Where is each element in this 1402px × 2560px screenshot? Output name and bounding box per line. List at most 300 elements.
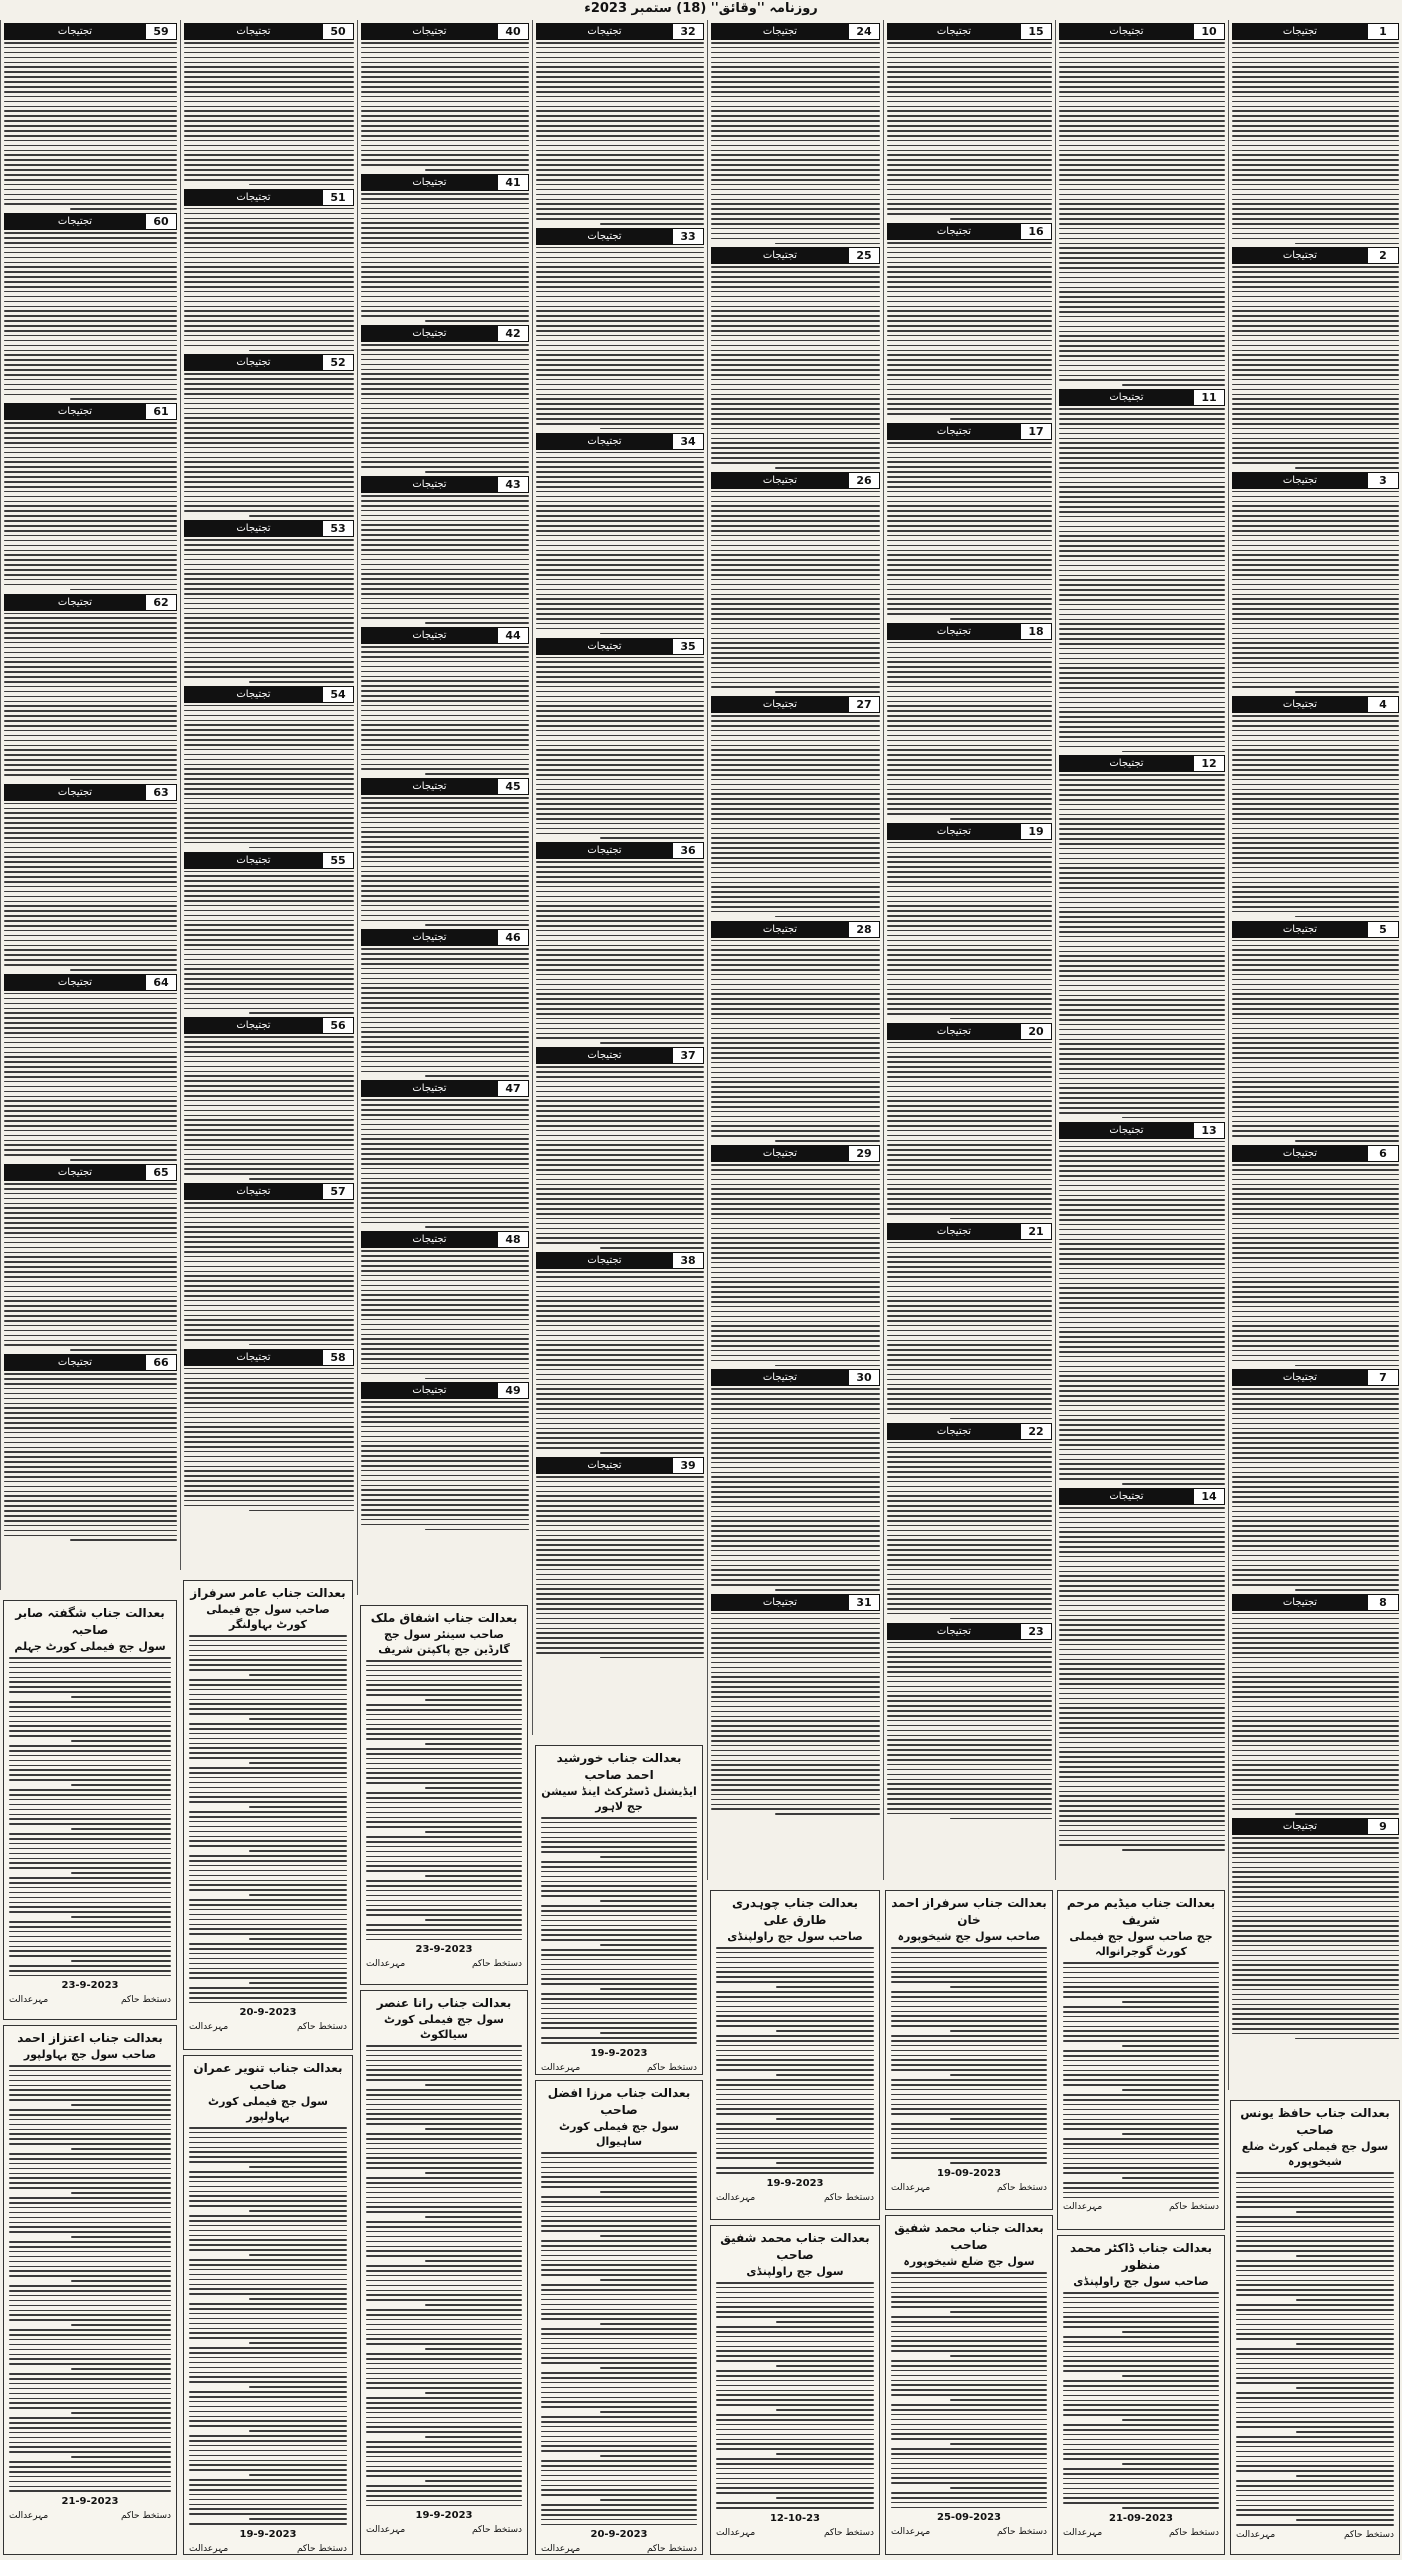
notice-number: 38 <box>672 1253 703 1268</box>
notice-label: تجتیجات <box>185 521 322 536</box>
notice-header <box>184 354 354 371</box>
notice-body <box>361 797 529 926</box>
notice-number: 7 <box>1367 1370 1398 1385</box>
seal-label: مہرعدالت <box>891 2182 931 2193</box>
notice-header <box>536 1252 704 1269</box>
notice-number: 43 <box>497 477 528 492</box>
notice-label: تجتیجات <box>5 975 145 990</box>
court-notice <box>3 1600 177 2020</box>
notice-body <box>536 657 704 840</box>
court-date: 21-9-2023 <box>61 2496 119 2508</box>
signature-label: دستخط حاکم <box>996 2182 1047 2193</box>
notice-label: تجتیجات <box>1233 1819 1367 1834</box>
notice-header <box>1232 921 1399 938</box>
notice-header <box>184 1349 354 1366</box>
notice-body <box>1232 1388 1399 1590</box>
notice-body <box>4 993 177 1161</box>
signature-label: دستخط حاکم <box>996 2527 1047 2538</box>
court-date: 19-9-2023 <box>766 2177 824 2189</box>
notice-header <box>1059 755 1225 772</box>
notice-label: تجتیجات <box>185 190 322 205</box>
notice-label: تجتیجات <box>362 326 497 341</box>
court-title: بعدالت جناب شگفتہ صابر صاحبہ <box>15 1606 165 1637</box>
notice-label: تجتیجات <box>185 1184 322 1199</box>
court-title: بعدالت جناب سرفراز احمد خان <box>891 1896 1047 1927</box>
notice-header <box>887 223 1052 240</box>
column <box>1055 20 1228 1880</box>
court-title: بعدالت جناب تنویر عمران صاحب <box>193 2061 343 2092</box>
notice-number: 25 <box>848 248 879 263</box>
court-subtitle: صاحب سول جج شیخوپورہ <box>897 1930 1041 1943</box>
notice-label: تجتیجات <box>362 175 497 190</box>
court-subtitle: سول جج فیملی کورٹ ضلع شیخوپورہ <box>1241 2140 1389 2168</box>
notice-number: 27 <box>848 697 879 712</box>
court-subtitle: صاحب سول جج بہاولپور <box>23 2048 157 2061</box>
court-signature-row <box>1236 2530 1394 2540</box>
notice-label: تجتیجات <box>888 1624 1020 1639</box>
notice-label: تجتیجات <box>1233 248 1367 263</box>
court-body <box>1236 2172 1394 2526</box>
notice-number: 10 <box>1193 24 1224 39</box>
notice-number: 64 <box>145 975 176 990</box>
court-subtitle: سول جج فیملی کورٹ سیالکوٹ <box>384 2013 504 2041</box>
notice-number: 8 <box>1367 1595 1398 1610</box>
column <box>180 20 357 1570</box>
notice-body <box>887 842 1052 1020</box>
seal-label: مہرعدالت <box>1063 2527 1103 2538</box>
notice-label: تجتیجات <box>362 1081 497 1096</box>
notice-body <box>711 1613 880 1815</box>
court-title: بعدالت جناب رانا عنصر <box>376 1996 512 2010</box>
notice-label: تجتیجات <box>1233 1370 1367 1385</box>
notice-header <box>4 594 177 611</box>
notice-body <box>1232 1837 1399 2039</box>
notice-header <box>1232 1818 1399 1835</box>
notice-body <box>184 208 354 351</box>
notice-number: 63 <box>145 785 176 800</box>
notice-label: تجتیجات <box>362 1383 497 1398</box>
notice-header <box>887 623 1052 640</box>
notice-label: تجتیجات <box>1233 922 1367 937</box>
notice-number: 56 <box>322 1018 353 1033</box>
notice-label: تجتیجات <box>1060 1489 1193 1504</box>
notice-body <box>184 1368 354 1511</box>
notice-label: تجتیجات <box>185 853 322 868</box>
court-notice <box>710 2225 880 2555</box>
court-date: 23-9-2023 <box>61 1980 119 1992</box>
notice-label: تجتیجات <box>888 1024 1020 1039</box>
notice-label: تجتیجات <box>888 1224 1020 1239</box>
notice-body <box>536 247 704 430</box>
notice-label: تجتیجات <box>362 779 497 794</box>
notice-label: تجتیجات <box>537 24 672 39</box>
notice-header <box>887 423 1052 440</box>
notice-body <box>711 715 880 917</box>
notice-header <box>536 23 704 40</box>
notice-label: تجتیجات <box>537 1048 672 1063</box>
notice-header <box>361 476 529 493</box>
notice-body <box>887 642 1052 820</box>
court-date: 19-9-2023 <box>415 2510 473 2522</box>
court-title: بعدالت جناب ڈاکٹر محمد منظور <box>1069 2241 1213 2272</box>
signature-label: دستخط حاکم <box>823 2527 874 2538</box>
notice-label: تجتیجات <box>1233 697 1367 712</box>
notice-label: تجتیجات <box>1060 390 1193 405</box>
notice-number: 29 <box>848 1146 879 1161</box>
notice-label: تجتیجات <box>712 922 848 937</box>
notice-label: تجتیجات <box>888 224 1020 239</box>
court-subtitle: سول جج فیملی کورٹ ساہیوال <box>559 2120 679 2148</box>
notice-number: 54 <box>322 687 353 702</box>
seal-label: مہرعدالت <box>189 2543 229 2554</box>
notice-body <box>361 193 529 322</box>
notice-number: 3 <box>1367 473 1398 488</box>
notice-header <box>4 213 177 230</box>
court-title: بعدالت جناب حافظ یونس صاحب <box>1240 2106 1390 2137</box>
notice-label: تجتیجات <box>712 24 848 39</box>
court-signature-row <box>366 1959 522 1969</box>
notice-header <box>1059 1122 1225 1139</box>
notice-number: 52 <box>322 355 353 370</box>
seal-label: مہرعدالت <box>716 2192 756 2203</box>
notice-label: تجتیجات <box>712 473 848 488</box>
notice-number: 53 <box>322 521 353 536</box>
notice-number: 34 <box>672 434 703 449</box>
court-signature-row <box>716 2528 874 2538</box>
court-notice <box>183 2055 353 2555</box>
court-body <box>1063 1962 1219 2198</box>
notice-label: تجتیجات <box>5 785 145 800</box>
notice-header <box>184 852 354 869</box>
notice-header <box>1232 472 1399 489</box>
notice-body <box>184 42 354 185</box>
court-notice <box>1230 2100 1400 2555</box>
notice-number: 2 <box>1367 248 1398 263</box>
court-date: 21-09-2023 <box>1109 2512 1173 2524</box>
court-subtitle: سول جج فیملی کورٹ جہلم <box>14 1640 166 1653</box>
notice-body <box>361 948 529 1077</box>
seal-label: مہرعدالت <box>1063 2202 1103 2213</box>
seal-label: مہرعدالت <box>9 2511 49 2522</box>
notice-body <box>1232 940 1399 1142</box>
notice-body <box>711 266 880 468</box>
seal-label: مہرعدالت <box>366 2525 406 2536</box>
notice-label: تجتیجات <box>537 229 672 244</box>
court-date: 20-9-2023 <box>590 2529 648 2541</box>
notice-label: تجتیجات <box>1060 756 1193 771</box>
court-signature-row <box>189 2544 347 2554</box>
seal-label: مہرعدالت <box>541 2544 581 2555</box>
court-signature-row <box>9 1995 171 2005</box>
notice-label: تجتیجات <box>362 24 497 39</box>
notice-number: 35 <box>672 639 703 654</box>
notice-header <box>361 778 529 795</box>
notice-number: 51 <box>322 190 353 205</box>
signature-label: دستخط حاکم <box>823 2192 874 2203</box>
court-signature-row <box>1063 2528 1219 2538</box>
notice-number: 46 <box>497 930 528 945</box>
notice-number: 32 <box>672 24 703 39</box>
notice-number: 40 <box>497 24 528 39</box>
notice-label: تجتیجات <box>362 1232 497 1247</box>
notice-number: 9 <box>1367 1819 1398 1834</box>
notice-header <box>1232 247 1399 264</box>
notice-header <box>536 228 704 245</box>
court-title: بعدالت جناب اشفاق ملک <box>370 1611 518 1625</box>
court-title: بعدالت جناب خورشید احمد صاحب <box>556 1751 682 1782</box>
notice-header <box>536 1047 704 1064</box>
notice-label: تجتیجات <box>537 1458 672 1473</box>
seal-label: مہرعدالت <box>1236 2529 1276 2540</box>
notice-body <box>536 1476 704 1659</box>
notice-label: تجتیجات <box>712 1370 848 1385</box>
notice-body <box>1059 1507 1225 1851</box>
signature-label: دستخط حاکم <box>471 1959 522 1970</box>
seal-label: مہرعدالت <box>189 2022 229 2033</box>
notice-header <box>711 921 880 938</box>
notice-header <box>711 1145 880 1162</box>
notice-header <box>361 627 529 644</box>
court-title: بعدالت جناب عامر سرفراز <box>190 1586 346 1600</box>
court-body <box>366 1660 522 1940</box>
court-body <box>891 1947 1047 2164</box>
notice-label: تجتیجات <box>1233 1146 1367 1161</box>
notice-label: تجتیجات <box>537 1253 672 1268</box>
notice-body <box>184 1202 354 1345</box>
seal-label: مہرعدالت <box>891 2527 931 2538</box>
notice-header <box>4 23 177 40</box>
notice-number: 28 <box>848 922 879 937</box>
signature-label: دستخط حاکم <box>1343 2529 1394 2540</box>
notice-label: تجتیجات <box>537 843 672 858</box>
court-body <box>541 2152 697 2525</box>
notice-number: 45 <box>497 779 528 794</box>
seal-label: مہرعدالت <box>9 1995 49 2006</box>
signature-label: دستخط حاکم <box>471 2525 522 2536</box>
notice-label: تجتیجات <box>1233 1595 1367 1610</box>
notice-body <box>4 232 177 400</box>
court-notice <box>885 1890 1053 2210</box>
court-notice <box>3 2025 177 2555</box>
notice-body <box>1059 42 1225 386</box>
notice-header <box>1232 1145 1399 1162</box>
notice-header <box>887 823 1052 840</box>
notice-body <box>536 1271 704 1454</box>
notice-header <box>361 1382 529 1399</box>
court-signature-row <box>716 2193 874 2203</box>
notice-number: 5 <box>1367 922 1398 937</box>
court-signature-row <box>891 2527 1047 2537</box>
court-body <box>716 2282 874 2509</box>
notice-number: 48 <box>497 1232 528 1247</box>
notice-header <box>887 1423 1052 1440</box>
notice-number: 11 <box>1193 390 1224 405</box>
notice-number: 15 <box>1020 24 1051 39</box>
notice-number: 26 <box>848 473 879 488</box>
court-signature-row <box>891 2183 1047 2193</box>
notice-label: تجتیجات <box>712 1595 848 1610</box>
court-notice <box>535 2080 703 2555</box>
notice-body <box>711 491 880 693</box>
notice-body <box>4 1373 177 1541</box>
court-notice <box>1057 2235 1225 2555</box>
notice-body <box>1232 1613 1399 1815</box>
column <box>0 20 180 1590</box>
notice-number: 4 <box>1367 697 1398 712</box>
notice-header <box>4 403 177 420</box>
seal-label: مہرعدالت <box>716 2527 756 2538</box>
court-body <box>9 1657 171 1976</box>
notice-body <box>4 1183 177 1351</box>
notice-body <box>536 452 704 635</box>
court-subtitle: ایڈیشنل ڈسٹرکٹ اینڈ سیشن جج لاہور <box>541 1785 697 1813</box>
notice-header <box>184 23 354 40</box>
court-date: 23-9-2023 <box>415 1944 473 1956</box>
notice-header <box>711 1369 880 1386</box>
court-signature-row <box>541 2063 697 2073</box>
notice-number: 16 <box>1020 224 1051 239</box>
notice-body <box>4 803 177 971</box>
court-date: 19-9-2023 <box>590 2047 648 2059</box>
court-body <box>9 2065 171 2492</box>
notice-label: تجتیجات <box>185 1018 322 1033</box>
signature-label: دستخط حاکم <box>646 2544 697 2555</box>
notice-number: 62 <box>145 595 176 610</box>
notice-label: تجتیجات <box>5 24 145 39</box>
notice-header <box>361 1231 529 1248</box>
notice-header <box>887 1223 1052 1240</box>
notice-body <box>536 42 704 225</box>
notice-body <box>361 495 529 624</box>
notice-body <box>711 1388 880 1590</box>
notice-number: 55 <box>322 853 353 868</box>
court-signature-row <box>541 2544 697 2554</box>
notice-label: تجتیجات <box>888 824 1020 839</box>
seal-label: مہرعدالت <box>541 2062 581 2073</box>
notice-label: تجتیجات <box>712 697 848 712</box>
notice-label: تجتیجات <box>362 930 497 945</box>
court-subtitle: جج صاحب سول جج فیملی کورٹ گوجرانوالہ <box>1069 1930 1213 1958</box>
notice-body <box>4 613 177 781</box>
notice-header <box>711 247 880 264</box>
notice-number: 47 <box>497 1081 528 1096</box>
court-subtitle: صاحب سینئر سول جج گارڈین جج پاکپتن شریف <box>378 1628 510 1656</box>
notice-body <box>361 646 529 775</box>
notice-header <box>536 638 704 655</box>
notice-header <box>4 1164 177 1181</box>
notice-header <box>711 1594 880 1611</box>
notice-number: 24 <box>848 24 879 39</box>
notice-label: تجتیجات <box>1060 24 1193 39</box>
signature-label: دستخط حاکم <box>120 2511 171 2522</box>
notice-label: تجتیجات <box>888 24 1020 39</box>
notice-label: تجتیجات <box>185 1350 322 1365</box>
notice-number: 13 <box>1193 1123 1224 1138</box>
notice-header <box>184 520 354 537</box>
notice-header <box>1232 1594 1399 1611</box>
notice-body <box>184 1036 354 1179</box>
notice-body <box>184 705 354 848</box>
notice-number: 36 <box>672 843 703 858</box>
notice-body <box>361 1401 529 1530</box>
court-body <box>541 1817 697 2044</box>
court-signature-row <box>1063 2202 1219 2212</box>
notice-number: 39 <box>672 1458 703 1473</box>
court-subtitle: سول جج ضلع شیخوپورہ <box>903 2255 1035 2268</box>
notice-body <box>4 42 177 210</box>
notice-label: تجتیجات <box>5 214 145 229</box>
court-notice <box>535 1745 703 2075</box>
notice-body <box>1232 715 1399 917</box>
notice-label: تجتیجات <box>537 639 672 654</box>
signature-label: دستخط حاکم <box>296 2022 347 2033</box>
notice-body <box>711 940 880 1142</box>
court-date: 12-10-23 <box>769 2512 821 2524</box>
notice-number: 33 <box>672 229 703 244</box>
signature-label: دستخط حاکم <box>1168 2202 1219 2213</box>
notice-header <box>887 1023 1052 1040</box>
court-date: 25-09-2023 <box>937 2512 1001 2524</box>
notice-header <box>4 974 177 991</box>
notice-header <box>1059 23 1225 40</box>
court-notice <box>710 1890 880 2220</box>
notice-header <box>711 472 880 489</box>
notice-body <box>361 1250 529 1379</box>
signature-label: دستخط حاکم <box>646 2062 697 2073</box>
notice-body <box>536 1066 704 1249</box>
notice-number: 31 <box>848 1595 879 1610</box>
notice-label: تجتیجات <box>5 595 145 610</box>
notice-header <box>184 189 354 206</box>
notice-body <box>1059 1141 1225 1485</box>
notice-body <box>1232 266 1399 468</box>
court-body <box>1063 2292 1219 2509</box>
notice-body <box>1059 774 1225 1118</box>
notice-number: 21 <box>1020 1224 1051 1239</box>
court-body <box>189 2127 347 2525</box>
notice-body <box>184 871 354 1014</box>
notice-label: تجتیجات <box>537 434 672 449</box>
notice-body <box>1232 1164 1399 1366</box>
court-subtitle: صاحب سول جج فیملی کورٹ بہاولنگر <box>206 1603 330 1631</box>
notice-number: 65 <box>145 1165 176 1180</box>
notice-body <box>711 42 880 244</box>
notice-body <box>184 373 354 516</box>
notice-header <box>184 1017 354 1034</box>
notice-header <box>361 1080 529 1097</box>
notice-body <box>4 422 177 590</box>
notice-body <box>1232 491 1399 693</box>
notice-header <box>1232 696 1399 713</box>
notice-number: 42 <box>497 326 528 341</box>
notice-label: تجتیجات <box>185 24 322 39</box>
column <box>707 20 883 1880</box>
notice-number: 60 <box>145 214 176 229</box>
notice-body <box>887 1042 1052 1220</box>
notice-header <box>711 696 880 713</box>
signature-label: دستخط حاکم <box>1168 2527 1219 2538</box>
court-notice <box>1057 1890 1225 2230</box>
notice-number: 1 <box>1367 24 1398 39</box>
notice-label: تجتیجات <box>888 1424 1020 1439</box>
court-signature-row <box>189 2022 347 2032</box>
notice-label: تجتیجات <box>362 628 497 643</box>
notice-header <box>1232 23 1399 40</box>
notice-header <box>711 23 880 40</box>
court-body <box>716 1947 874 2174</box>
notice-body <box>887 242 1052 420</box>
court-title: بعدالت جناب اعتزاز احمد <box>17 2031 163 2045</box>
